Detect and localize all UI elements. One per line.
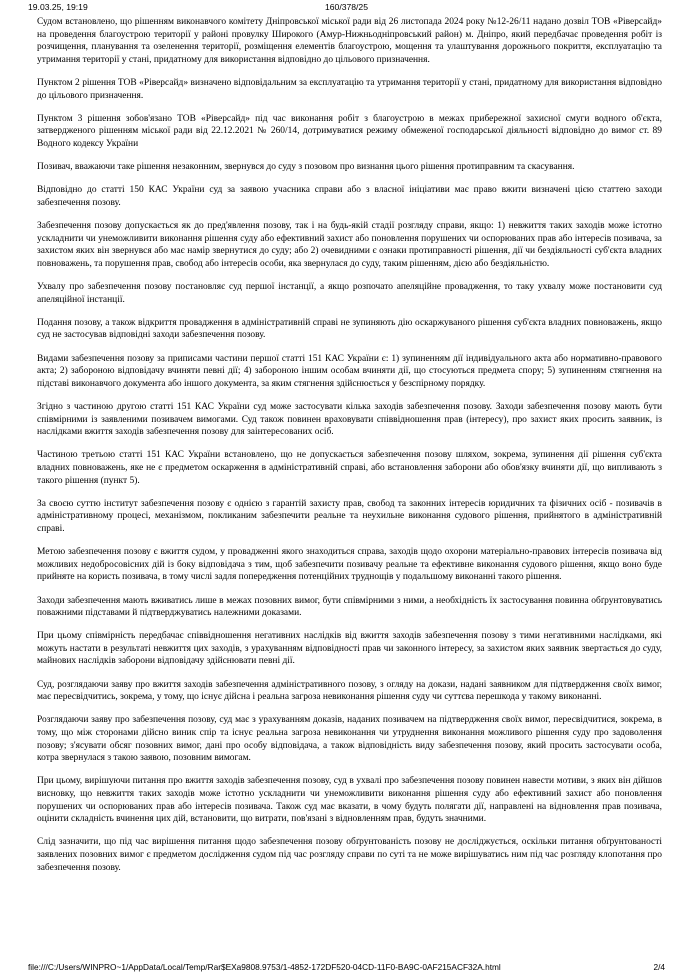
print-datetime: 19.03.25, 19:19	[28, 2, 88, 12]
paragraph: Позивач, вважаючи таке рішення незаконним, звернувся до суду з позовом про визнання цього рішення протиправним та скасування.	[37, 162, 575, 173]
paragraph: При цьому, вирішуючи питання про вжиття заходів забезпечення позову, суд в ухвалі про забезпечення позову повинен навести мотиви, з яких він дійшов висновку, що невжиття таких заходів може істотно ускладнити чи унеможливити виконання рішення суду або ефективний захист або поновлення порушених чи оспорюваних прав або інтересів позивача. Також суд має вказати, в чому будуть полягати дії, направлені на відновлення прав позивача, оцінити складність вчинення цих дій, встановити, що витрати, пов'язані з відновленням прав, будуть значними.	[37, 776, 662, 825]
paragraph: Пунктом 3 рішення зобов'язано ТОВ «Ріверсайд» під час виконання робіт з благоустрою в межах прибережної захисної смуги водного об'єкта, затвердженого рішенням міської ради від 22.12.2021 № 260/14, дотримуватися режиму обмеженої господарської діяльності відповідно до вимог ст. 89 Водного кодексу України	[37, 113, 662, 149]
paragraph: Згідно з частиною другою статті 151 КАС України суд може застосувати кілька заходів забезпечення позову. Заходи забезпечення позову мають бути співмірними із заявленими позивачем вимогами. Суд також повинен враховувати співвідношення прав (інтересу), про захист яких просить заявник, із наслідками вжиття заходів забезпечення позову для заінтересованих осіб.	[37, 402, 662, 438]
page-header	[0, 2, 693, 16]
paragraph: Судом встановлено, що рішенням виконавчого комітету Дніпровської міської ради від 26 листопада 2024 року №12-26/11 надано дозвіл ТОВ «Ріверсайд» на проведення благоустрою території у районі провулку Широкого (Амур-Нижньодніпровський район) м. Дніпро, який передбачає проведення робіт із розчищення, планування та озеленення території, розміщення елементів благоустрою, мощення та улаштування дорожнього покриття, експлуатацію та утримання території у стані, придатному для використання відповідно до цільового призначення.	[37, 17, 662, 65]
paragraph: Забезпечення позову допускається як до пред'явлення позову, так і на будь-якій стадії розгляду справи, якщо: 1) невжиття таких заходів може істотно ускладнити чи унеможливити виконання рішення суду або ефективний захист або поновлення порушених чи оспорюваних прав або інтересів позивача, за захистом яких він звернувся або має намір звернутися до суду; або 2) очевидними є ознаки протиправності рішення, дії чи бездіяльності суб'єкта владних повноважень, та порушення прав, свобод або інтересів особи, яка звернулася до суду, таким рішенням, дією або бездіяльністю.	[37, 221, 662, 269]
paragraph: Відповідно до статті 150 КАС України суд за заявою учасника справи або з власної ініціативи має право вжити визначені цією статтею заходи забезпечення позову.	[37, 185, 662, 208]
paragraph: Частиною третьою статті 151 КАС України встановлено, що не допускається забезпечення позову шляхом, зокрема, зупинення дії рішення суб'єкта владних повноважень, яке не є предметом оскарження в адміністративній справі, або встановлення заборони або обов'язку вчиняти дії, що випливають з такого рішення (пункт 5).	[37, 450, 662, 486]
paragraph: Подання позову, а також відкриття провадження в адміністративній справі не зупиняють дію оскаржуваного рішення суб'єкта владних повноважень, якщо суд не застосував відповідні заходи забезпечення позову.	[37, 317, 662, 341]
paragraph: Розглядаючи заяву про забезпечення позову, суд має з урахуванням доказів, наданих позивачем на підтвердження своїх вимог, пересвідчитися, зокрема, в тому, що між сторонами дійсно виник спір та існує реальна загроза невиконання чи утруднення виконання можливого рішення суду про задоволення позову; з'ясувати обсяг позовних вимог, дані про особу відповідача, а також відповідність виду забезпечення позову, який просить застосувати особа, котра звернулася з такою заявою, позовним вимогам.	[37, 715, 662, 764]
paragraph: Пунктом 2 рішення ТОВ «Ріверсайд» визначено відповідальним за експлуатацію та утримання території у стані, придатному для використання відповідно до цільового призначення.	[37, 77, 662, 101]
paragraph: Заходи забезпечення мають вживатись лише в межах позовних вимог, бути співмірними з ними, а необхідність їх застосування повинна обґрунтовуватись поважними підставами й підтверджуватись належними доказами.	[37, 595, 662, 619]
paragraph: Слід зазначити, що під час вирішення питання щодо забезпечення позову обґрунтованість позову не досліджується, оскільки питання обґрунтованості заявлених позовних вимог є предметом дослідження судом під час розгляду справи по суті та не може вирішуватись ним під час розгляду клопотання про забезпечення позову.	[37, 837, 662, 873]
paragraph: Видами забезпечення позову за приписами частини першої статті 151 КАС України є: 1) зупиненням дії індивідуального акта або нормативно-правового акта; 2) забороною відповідачу вчиняти певні дії; 4) забороною іншим особам вчиняти дії, що стосуються предмета спору; 5) зупиненням стягнення на підставі виконавчого документа або іншого документа, за яким стягнення здійснюється у безспірному порядку.	[37, 353, 662, 389]
document-body	[37, 16, 662, 885]
document-number: 160/378/25	[324, 2, 368, 12]
page-number: 2/4	[653, 962, 665, 972]
paragraph: Метою забезпечення позову є вжиття судом, у провадженні якого знаходиться справа, заходів щодо охорони матеріально-правових інтересів позивача від можливих недобросовісних дій із боку відповідача з тим, щоб забезпечити позивачу реальне та ефективне виконання судового рішення, якщо воно буде прийняте на користь позивача, в тому числі задля попередження потенційних труднощів у подальшому виконанні такого рішення.	[37, 547, 662, 583]
paragraph: Ухвалу про забезпечення позову постановляє суд першої інстанції, а якщо розпочато апеляційне провадження, то таку ухвалу може постановити суд апеляційної інстанції.	[37, 282, 662, 305]
page-footer	[0, 962, 693, 976]
paragraph: Суд, розглядаючи заяву про вжиття заходів забезпечення адміністративного позову, з огляду на докази, надані заявником для підтвердження своїх вимог, має пересвідчитись, зокрема, у тому, що існує дійсна і реальна загроза невиконання рішення суду чи суттєва перешкода у такому виконанні.	[37, 679, 662, 703]
paragraph: При цьому співмірність передбачає співвідношення негативних наслідків від вжиття заходів забезпечення позову з тими негативними наслідками, які можуть настати в результаті невжиття цих заходів, з урахуванням відповідності прав чи законного інтересу, за захистом яких заявник звертається до суду, майнових наслідків заборони відповідачу здійснювати певні дії.	[37, 631, 662, 667]
file-path: file:///C:/Users/WINPRO~1/AppData/Local/Temp/Rar$EXa9808.9753/1-4852-172DF520-04CD-11F0-BA9C-0AF215ACF32A.html	[28, 962, 501, 972]
paragraph: За своєю суттю інститут забезпечення позову є однією з гарантій захисту прав, свобод та законних інтересів юридичних та фізичних осіб - позивачів в адміністративному процесі, механізмом, покликаним забезпечити реальне та неухильне виконання судового рішення, прийнятого в адміністративній справі.	[37, 498, 662, 534]
